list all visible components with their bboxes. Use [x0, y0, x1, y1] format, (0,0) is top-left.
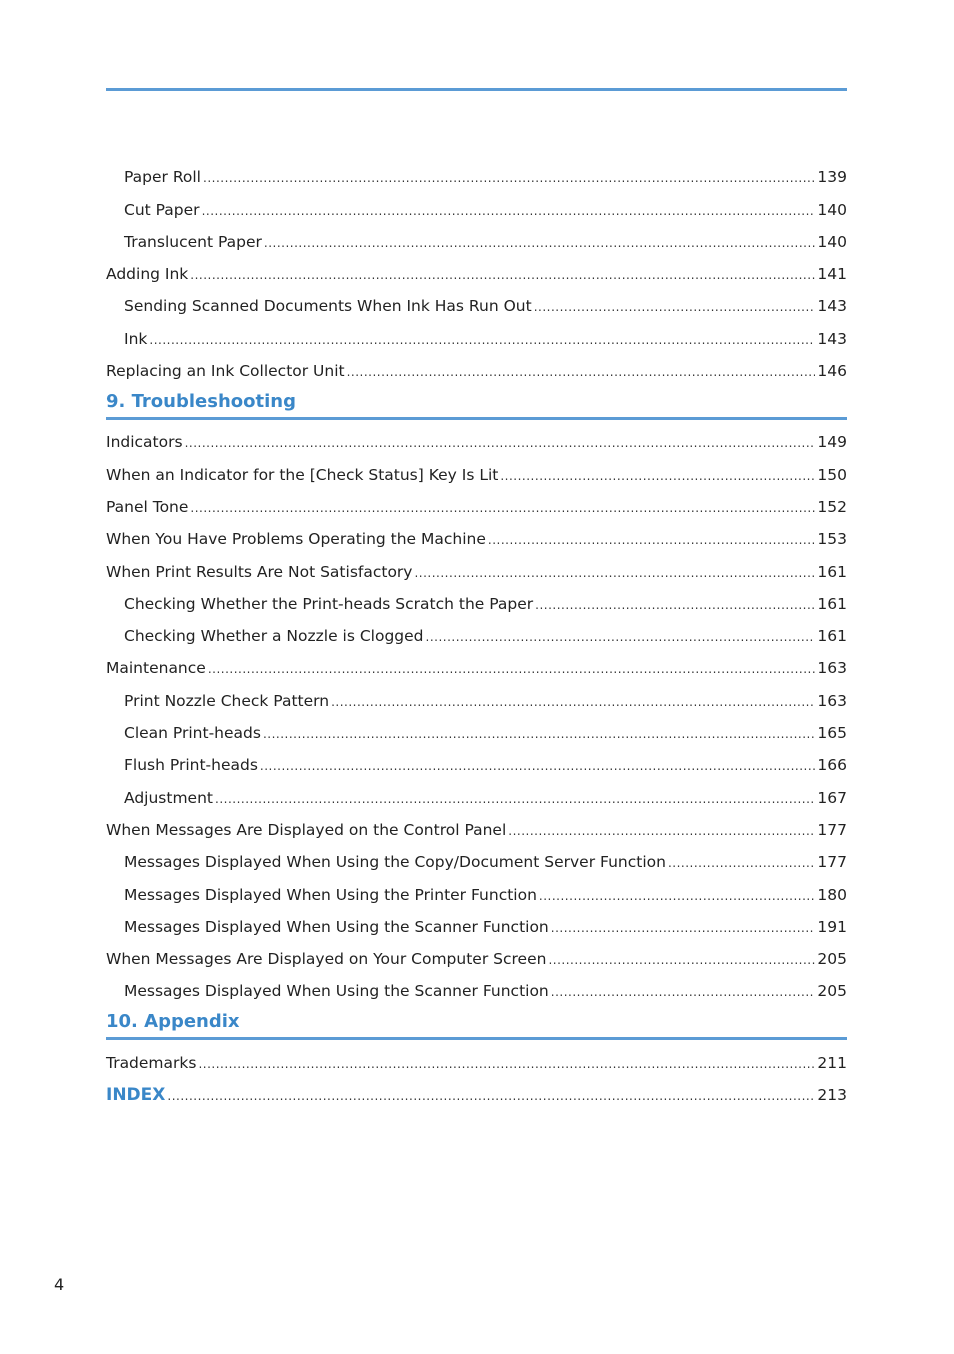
dot-leader — [535, 598, 815, 614]
dot-leader — [534, 300, 816, 316]
toc-entry-page: 161 — [817, 562, 847, 581]
toc-entry[interactable] — [106, 190, 847, 222]
toc-entry[interactable] — [106, 843, 847, 875]
toc-entry[interactable] — [106, 681, 847, 713]
toc-entry-title: Translucent Paper — [124, 232, 262, 251]
toc-entry-title: Trademarks — [106, 1053, 197, 1072]
dot-leader — [551, 985, 816, 1001]
toc-entry-page: 163 — [817, 659, 847, 678]
toc-entry-page: 166 — [817, 756, 847, 775]
dot-leader — [263, 727, 815, 743]
toc-entry-index[interactable] — [106, 1076, 847, 1108]
toc-entry[interactable] — [106, 940, 847, 972]
toc-entry[interactable] — [106, 423, 847, 455]
dot-leader — [185, 436, 816, 452]
toc-entry[interactable] — [106, 255, 847, 287]
toc-entry[interactable] — [106, 1043, 847, 1075]
toc-entry-title: Sending Scanned Documents When Ink Has Run Out — [124, 297, 532, 316]
toc-entry-page: 146 — [817, 362, 847, 381]
toc-entry-page: 165 — [817, 724, 847, 743]
toc-entry-page: 213 — [817, 1086, 847, 1105]
dot-leader — [668, 856, 815, 872]
dot-leader — [264, 236, 816, 252]
toc-entry-title: Clean Print-heads — [124, 724, 261, 743]
toc-entry-page: 205 — [817, 950, 847, 969]
dot-leader — [508, 824, 815, 840]
dot-leader — [548, 953, 815, 969]
toc-entry-title: Ink — [124, 329, 148, 348]
toc-entry-page: 177 — [817, 820, 847, 839]
toc-entry-page: 149 — [817, 433, 847, 452]
toc-entry-title: Messages Displayed When Using the Scanner Function — [124, 982, 549, 1001]
toc-entry-title: Indicators — [106, 433, 183, 452]
toc-entry-title: Flush Print-heads — [124, 756, 258, 775]
toc-entry-page: 141 — [817, 265, 847, 284]
header-rule — [106, 88, 847, 91]
toc-entry[interactable] — [106, 875, 847, 907]
toc-entry-title: Messages Displayed When Using the Scanner Function — [124, 917, 549, 936]
toc-entry-title: Messages Displayed When Using the Copy/Document Server Function — [124, 853, 666, 872]
chapter-heading[interactable]: 9. Troubleshooting — [106, 384, 847, 420]
toc-entry-page: 211 — [817, 1053, 847, 1072]
toc-entry-page: 161 — [817, 594, 847, 613]
toc-entry-page: 143 — [817, 297, 847, 316]
toc-entry-title: Cut Paper — [124, 200, 200, 219]
dot-leader — [426, 630, 816, 646]
toc-entry[interactable] — [106, 352, 847, 384]
toc-entry[interactable] — [106, 520, 847, 552]
toc-entry[interactable] — [106, 455, 847, 487]
toc-entry-title: When Messages Are Displayed on Your Computer Screen — [106, 950, 547, 969]
dot-leader — [202, 204, 816, 220]
dot-leader — [488, 533, 815, 549]
toc-entry[interactable] — [106, 811, 847, 843]
toc-entry-page: 140 — [817, 232, 847, 251]
toc-entry-page: 177 — [817, 853, 847, 872]
toc-entry-title: Messages Displayed When Using the Printer Function — [124, 885, 537, 904]
chapter-heading[interactable]: 10. Appendix — [106, 1004, 847, 1040]
toc-entry[interactable] — [106, 585, 847, 617]
dot-leader — [331, 695, 815, 711]
toc-entry[interactable] — [106, 319, 847, 351]
toc-entry-title: Maintenance — [106, 659, 206, 678]
page-number: 4 — [54, 1275, 65, 1294]
toc-entry-title: Panel Tone — [106, 497, 189, 516]
toc-entry-title: When Print Results Are Not Satisfactory — [106, 562, 413, 581]
toc-entry-page: 152 — [817, 497, 847, 516]
toc-entry-title: Adding Ink — [106, 265, 189, 284]
toc-entry-title: INDEX — [106, 1085, 166, 1106]
dot-leader — [190, 268, 815, 284]
toc-entry-page: 205 — [817, 982, 847, 1001]
toc-entry[interactable] — [106, 714, 847, 746]
toc-entry[interactable] — [106, 552, 847, 584]
toc-entry-title: When an Indicator for the [Check Status] Key Is Lit — [106, 465, 499, 484]
toc-entry-title: Print Nozzle Check Pattern — [124, 691, 330, 710]
toc-entry-page: 140 — [817, 200, 847, 219]
dot-leader — [539, 889, 815, 905]
dot-leader — [203, 171, 815, 187]
toc-entry[interactable] — [106, 158, 847, 190]
toc-entry-page: 161 — [817, 627, 847, 646]
toc-entry-page: 180 — [817, 885, 847, 904]
toc-entry[interactable] — [106, 908, 847, 940]
toc-entry[interactable] — [106, 488, 847, 520]
toc-entry-title: Checking Whether a Nozzle is Clogged — [124, 627, 424, 646]
dot-leader — [215, 792, 815, 808]
toc-entry-page: 143 — [817, 329, 847, 348]
toc-entry-page: 150 — [817, 465, 847, 484]
toc-entry-title: When You Have Problems Operating the Machine — [106, 530, 486, 549]
dot-leader — [500, 469, 815, 485]
dot-leader — [414, 566, 815, 582]
toc-entry[interactable] — [106, 778, 847, 810]
toc-entry-title: Adjustment — [124, 788, 213, 807]
dot-leader — [167, 1089, 815, 1105]
dot-leader — [190, 501, 815, 517]
toc-entry-page: 153 — [817, 530, 847, 549]
toc-entry[interactable] — [106, 649, 847, 681]
dot-leader — [208, 662, 816, 678]
toc-entry[interactable] — [106, 972, 847, 1004]
dot-leader — [551, 921, 816, 937]
dot-leader — [347, 365, 816, 381]
toc-entry-title: Checking Whether the Print-heads Scratch the Paper — [124, 594, 534, 613]
table-of-contents — [106, 158, 847, 1108]
toc-entry[interactable] — [106, 287, 847, 319]
dot-leader — [198, 1057, 815, 1073]
toc-entry-page: 167 — [817, 788, 847, 807]
toc-entry-title: Paper Roll — [124, 168, 201, 187]
toc-entry-title: Replacing an Ink Collector Unit — [106, 362, 345, 381]
toc-entry[interactable] — [106, 746, 847, 778]
dot-leader — [149, 333, 815, 349]
dot-leader — [260, 759, 816, 775]
toc-entry[interactable] — [106, 223, 847, 255]
toc-entry[interactable] — [106, 617, 847, 649]
toc-entry-page: 191 — [817, 917, 847, 936]
toc-entry-page: 163 — [817, 691, 847, 710]
toc-entry-title: When Messages Are Displayed on the Control Panel — [106, 820, 507, 839]
toc-entry-page: 139 — [817, 168, 847, 187]
